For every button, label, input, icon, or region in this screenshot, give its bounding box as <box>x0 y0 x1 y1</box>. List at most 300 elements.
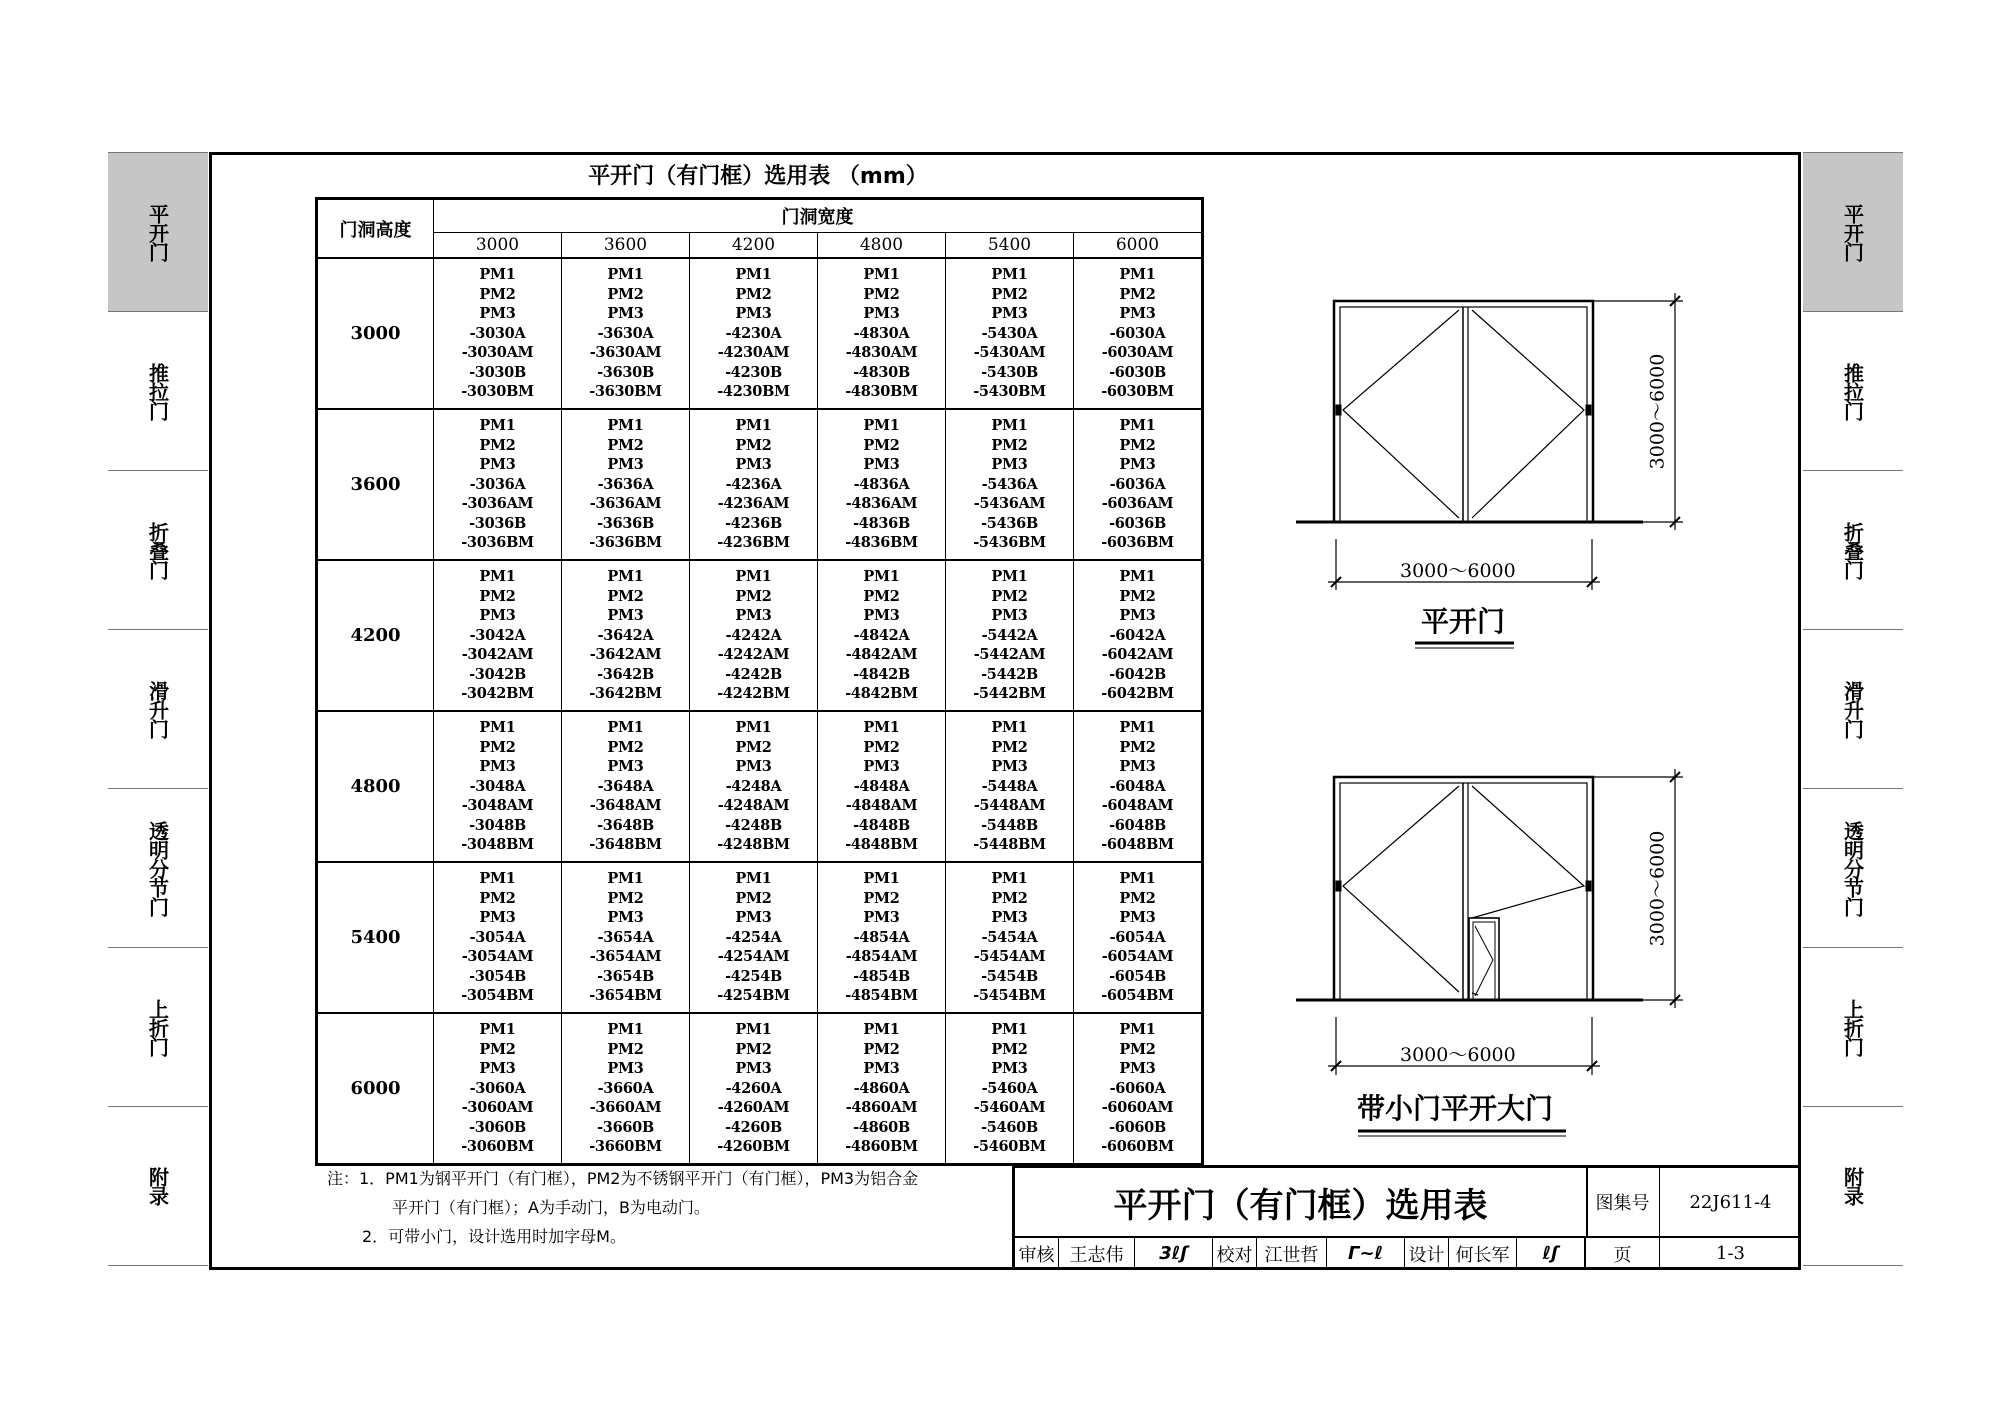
model-code: PM2 <box>735 587 772 605</box>
side-tab-label: 推拉门 <box>1840 362 1865 420</box>
side-tab-label: 推拉门 <box>145 362 170 420</box>
model-code: -6042A <box>1109 626 1166 644</box>
model-code: PM3 <box>479 1060 516 1078</box>
side-tab-label: 折叠门 <box>1840 521 1865 579</box>
model-code: -5448B <box>981 816 1038 834</box>
model-code: -3630B <box>597 363 654 381</box>
checker-name: 江世哲 <box>1257 1237 1327 1270</box>
model-code: -5436AM <box>973 495 1046 513</box>
model-code: -4248BM <box>717 836 790 854</box>
width-header: 5400 <box>946 233 1074 259</box>
model-code: PM3 <box>479 456 516 474</box>
model-code: PM3 <box>735 1060 772 1078</box>
model-code: PM2 <box>479 1040 516 1058</box>
model-code: -4236B <box>725 514 782 532</box>
height-header: 5400 <box>317 862 434 1013</box>
row-header: 门洞高度 <box>317 199 434 259</box>
model-code: -3648B <box>597 816 654 834</box>
model-code: PM3 <box>863 909 900 927</box>
model-code: PM3 <box>991 305 1028 323</box>
model-code: -3642BM <box>589 685 662 703</box>
model-code: PM2 <box>991 1040 1028 1058</box>
model-code: -4860BM <box>845 1138 918 1156</box>
model-code: -4230A <box>725 324 782 342</box>
model-code: -4248A <box>725 777 782 795</box>
model-code: -3048AM <box>461 797 534 815</box>
model-code: -4830B <box>853 363 910 381</box>
model-code: PM2 <box>863 889 900 907</box>
model-code: -6048A <box>1109 777 1166 795</box>
model-code: PM2 <box>863 436 900 454</box>
model-code: PM2 <box>735 285 772 303</box>
model-code: PM3 <box>607 456 644 474</box>
model-code: PM1 <box>479 719 516 737</box>
model-code: -3042A <box>469 626 526 644</box>
model-code: PM1 <box>735 870 772 888</box>
model-code: PM1 <box>607 719 644 737</box>
model-code: -5460AM <box>973 1099 1046 1117</box>
model-code: -5460A <box>981 1079 1038 1097</box>
model-code: -3660B <box>597 1118 654 1136</box>
height-header: 4200 <box>317 560 434 711</box>
model-code: PM2 <box>991 587 1028 605</box>
model-code: PM1 <box>1119 417 1156 435</box>
model-code: -3042AM <box>461 646 534 664</box>
model-code: PM3 <box>991 1060 1028 1078</box>
model-code: -3642A <box>597 626 654 644</box>
width-dim-1: 3000～6000 <box>1400 560 1516 582</box>
model-code: -3636B <box>597 514 654 532</box>
model-code: -3054B <box>469 967 526 985</box>
col-group-header: 门洞宽度 <box>434 199 1203 233</box>
title-block <box>1012 1165 1801 1270</box>
model-code: PM2 <box>479 587 516 605</box>
model-code: PM1 <box>479 417 516 435</box>
model-code: -5448A <box>981 777 1038 795</box>
model-code: -3642AM <box>589 646 662 664</box>
model-code: PM1 <box>607 568 644 586</box>
model-code: PM3 <box>479 607 516 625</box>
model-code: -5454B <box>981 967 1038 985</box>
model-code: PM1 <box>863 417 900 435</box>
model-code: -4236BM <box>717 534 790 552</box>
model-code: PM2 <box>479 889 516 907</box>
model-code: -3648BM <box>589 836 662 854</box>
model-code: PM3 <box>863 758 900 776</box>
model-code: -4848AM <box>845 797 918 815</box>
model-code: PM1 <box>863 1021 900 1039</box>
height-header: 3600 <box>317 409 434 560</box>
model-code: PM3 <box>607 607 644 625</box>
model-code: PM2 <box>991 738 1028 756</box>
model-code: -4836AM <box>845 495 918 513</box>
designer-name: 何长军 <box>1449 1237 1517 1270</box>
model-code: PM1 <box>863 719 900 737</box>
model-code: PM2 <box>991 889 1028 907</box>
model-code: PM2 <box>1119 436 1156 454</box>
model-code: -4242B <box>725 665 782 683</box>
model-code: -3060AM <box>461 1099 534 1117</box>
model-code: -3654AM <box>589 948 662 966</box>
model-code: PM3 <box>991 456 1028 474</box>
model-code: -4836B <box>853 514 910 532</box>
model-code: -6042AM <box>1101 646 1174 664</box>
wicket-door-elevation <box>1296 777 1643 1000</box>
model-code: -5448AM <box>973 797 1046 815</box>
model-code: -6048AM <box>1101 797 1174 815</box>
side-tab-label: 滑升门 <box>145 680 170 738</box>
model-code: -3054BM <box>461 987 534 1005</box>
model-code: -5442A <box>981 626 1038 644</box>
model-code: -6036AM <box>1101 495 1174 513</box>
model-code: -6060BM <box>1101 1138 1174 1156</box>
model-code: -5430B <box>981 363 1038 381</box>
model-code: PM3 <box>479 909 516 927</box>
model-code: -3030A <box>469 324 526 342</box>
model-code: -3036A <box>469 475 526 493</box>
height-dim-2: 3000～6000 <box>1646 830 1669 947</box>
model-code: -6048B <box>1109 816 1166 834</box>
side-tab-label: 平开门 <box>1840 203 1865 261</box>
model-code: PM1 <box>735 266 772 284</box>
model-code: -3054AM <box>461 948 534 966</box>
note-line-1: 注：1．PM1为钢平开门（有门框），PM2为不锈钢平开门（有门框），PM3为铝合金 <box>327 1169 919 1188</box>
model-code: -4254A <box>725 928 782 946</box>
model-code: PM1 <box>735 568 772 586</box>
model-code: PM1 <box>863 266 900 284</box>
model-code: -6036BM <box>1101 534 1174 552</box>
model-code: -3030BM <box>461 383 534 401</box>
model-code: -3636BM <box>589 534 662 552</box>
model-code: PM2 <box>607 738 644 756</box>
width-header: 6000 <box>1074 233 1203 259</box>
model-code: -4842B <box>853 665 910 683</box>
page-label: 页 <box>1586 1237 1660 1270</box>
model-code: PM1 <box>479 870 516 888</box>
model-code: PM3 <box>479 305 516 323</box>
model-code: -6030BM <box>1101 383 1174 401</box>
model-code: -4860B <box>853 1118 910 1136</box>
model-code: -5436A <box>981 475 1038 493</box>
model-code: -5430A <box>981 324 1038 342</box>
model-code: -6060AM <box>1101 1099 1174 1117</box>
width-dim-2: 3000～6000 <box>1400 1044 1516 1066</box>
height-header: 4800 <box>317 711 434 862</box>
model-code: -6060B <box>1109 1118 1166 1136</box>
height-header: 3000 <box>317 258 434 409</box>
model-code: -4860A <box>853 1079 910 1097</box>
model-code: PM3 <box>863 305 900 323</box>
model-code: -4260BM <box>717 1138 790 1156</box>
model-code: -5436BM <box>973 534 1046 552</box>
model-code: -5442AM <box>973 646 1046 664</box>
side-tab-label: 滑升门 <box>1840 680 1865 738</box>
model-code: -5460BM <box>973 1138 1046 1156</box>
model-code: -5448BM <box>973 836 1046 854</box>
model-code: -4260B <box>725 1118 782 1136</box>
model-code: PM1 <box>1119 1021 1156 1039</box>
model-code: -3630BM <box>589 383 662 401</box>
model-code: -3654A <box>597 928 654 946</box>
side-tab-label: 折叠门 <box>145 521 170 579</box>
model-code: PM2 <box>1119 1040 1156 1058</box>
model-code: PM3 <box>735 758 772 776</box>
model-code: PM3 <box>607 909 644 927</box>
model-code: PM1 <box>607 266 644 284</box>
model-code: PM3 <box>1119 758 1156 776</box>
model-code: PM1 <box>607 870 644 888</box>
model-code: -4242AM <box>717 646 790 664</box>
model-code: -3036AM <box>461 495 534 513</box>
model-code: PM2 <box>735 436 772 454</box>
side-tab-label: 透明分节门 <box>145 820 170 916</box>
model-code: -4242BM <box>717 685 790 703</box>
model-code: PM1 <box>1119 568 1156 586</box>
model-code: -6030A <box>1109 324 1166 342</box>
model-code: -6030AM <box>1101 344 1174 362</box>
side-tab-label: 附录 <box>1840 1167 1865 1205</box>
model-code: PM3 <box>1119 456 1156 474</box>
model-code: PM2 <box>607 285 644 303</box>
model-code: -4248AM <box>717 797 790 815</box>
model-code: -5460B <box>981 1118 1038 1136</box>
model-code: -5430BM <box>973 383 1046 401</box>
model-code: -3036BM <box>461 534 534 552</box>
side-tab-label: 附录 <box>145 1167 170 1205</box>
model-code: -4830BM <box>845 383 918 401</box>
swing-door-elevation <box>1296 301 1643 522</box>
model-code: PM2 <box>1119 285 1156 303</box>
model-code: -4830A <box>853 324 910 342</box>
model-code: PM1 <box>1119 870 1156 888</box>
model-code: -6054BM <box>1101 987 1174 1005</box>
model-code: -6054B <box>1109 967 1166 985</box>
model-code: PM1 <box>735 1021 772 1039</box>
model-code: -3660A <box>597 1079 654 1097</box>
atlas-number: 22J611-4 <box>1689 1191 1772 1213</box>
side-tab-label: 平开门 <box>145 203 170 261</box>
model-code: PM3 <box>607 1060 644 1078</box>
width-header: 4200 <box>690 233 818 259</box>
model-code: -5430AM <box>973 344 1046 362</box>
model-code: -3060B <box>469 1118 526 1136</box>
atlas-label: 图集号 <box>1586 1168 1660 1236</box>
model-code: -3060BM <box>461 1138 534 1156</box>
model-code: PM2 <box>479 285 516 303</box>
designer-signature: ℓʃ <box>1517 1237 1586 1270</box>
model-code: -4854BM <box>845 987 918 1005</box>
model-code: PM3 <box>991 909 1028 927</box>
model-code: PM2 <box>863 285 900 303</box>
model-code: PM3 <box>1119 607 1156 625</box>
model-code: -3630A <box>597 324 654 342</box>
width-header: 3000 <box>434 233 562 259</box>
model-code: -4254B <box>725 967 782 985</box>
model-code: -4230AM <box>717 344 790 362</box>
reviewer-name: 王志伟 <box>1059 1237 1135 1270</box>
model-code: -4854AM <box>845 948 918 966</box>
model-code: PM3 <box>735 305 772 323</box>
model-code: -4830AM <box>845 344 918 362</box>
model-code: -4848B <box>853 816 910 834</box>
model-code: -4242A <box>725 626 782 644</box>
model-code: -3654BM <box>589 987 662 1005</box>
note-line-3: 2．可带小门，设计选用时加字母M。 <box>362 1227 626 1246</box>
model-code: PM1 <box>479 568 516 586</box>
model-code: PM3 <box>863 607 900 625</box>
model-code: PM3 <box>735 607 772 625</box>
model-code: PM2 <box>863 587 900 605</box>
model-code: -3048A <box>469 777 526 795</box>
drawing-label-1: 平开门 <box>1421 605 1506 638</box>
checker-signature: Γ~ℓ <box>1327 1237 1405 1270</box>
model-code: -4230B <box>725 363 782 381</box>
model-code: PM1 <box>991 870 1028 888</box>
table-title: 平开门（有门框）选用表 （mm） <box>588 164 928 189</box>
model-code: PM2 <box>991 436 1028 454</box>
model-code: PM1 <box>1119 719 1156 737</box>
model-code: -6036A <box>1109 475 1166 493</box>
model-code: -4842AM <box>845 646 918 664</box>
model-code: -4836BM <box>845 534 918 552</box>
model-code: -3042BM <box>461 685 534 703</box>
model-code: -3630AM <box>589 344 662 362</box>
model-code: PM1 <box>1119 266 1156 284</box>
model-code: PM2 <box>1119 587 1156 605</box>
model-code: -4254AM <box>717 948 790 966</box>
model-code: PM3 <box>607 758 644 776</box>
model-code: -4236A <box>725 475 782 493</box>
width-header: 3600 <box>562 233 690 259</box>
model-code: -3648A <box>597 777 654 795</box>
model-code: PM1 <box>991 1021 1028 1039</box>
model-code: PM2 <box>735 738 772 756</box>
model-code: -4860AM <box>845 1099 918 1117</box>
model-code: PM1 <box>735 719 772 737</box>
model-code: -4260A <box>725 1079 782 1097</box>
model-code: -5436B <box>981 514 1038 532</box>
model-code: PM2 <box>735 889 772 907</box>
side-tab-label: 上折门 <box>1840 998 1865 1056</box>
model-code: PM1 <box>991 719 1028 737</box>
model-code: -4842BM <box>845 685 918 703</box>
model-code: -6048BM <box>1101 836 1174 854</box>
model-code: -4842A <box>853 626 910 644</box>
side-tab-label: 上折门 <box>145 998 170 1056</box>
model-code: -5442BM <box>973 685 1046 703</box>
model-code: -5454BM <box>973 987 1046 1005</box>
side-tab-label: 透明分节门 <box>1840 820 1865 916</box>
model-code: PM3 <box>479 758 516 776</box>
model-code: PM2 <box>479 738 516 756</box>
model-code: PM1 <box>479 1021 516 1039</box>
model-code: PM3 <box>735 456 772 474</box>
model-code: -4260AM <box>717 1099 790 1117</box>
model-code: -3048B <box>469 816 526 834</box>
model-code: -4230BM <box>717 383 790 401</box>
model-code: PM2 <box>735 1040 772 1058</box>
model-code: -5442B <box>981 665 1038 683</box>
model-code: -3060A <box>469 1079 526 1097</box>
model-code: -3054A <box>469 928 526 946</box>
model-code: -6054AM <box>1101 948 1174 966</box>
model-code: -3636A <box>597 475 654 493</box>
model-code: -6030B <box>1109 363 1166 381</box>
reviewer-signature: 3ℓʃ <box>1135 1237 1213 1270</box>
model-code: PM2 <box>607 587 644 605</box>
model-code: PM2 <box>991 285 1028 303</box>
dim-lines-2 <box>1328 769 1683 1075</box>
width-header: 4800 <box>818 233 946 259</box>
drawing-label-2: 带小门平开大门 <box>1357 1092 1554 1125</box>
model-code: -3660BM <box>589 1138 662 1156</box>
model-code: -3030AM <box>461 344 534 362</box>
model-code: -5454AM <box>973 948 1046 966</box>
model-code: -3042B <box>469 665 526 683</box>
review-label: 审核 <box>1015 1237 1059 1270</box>
model-code: PM1 <box>607 417 644 435</box>
model-code: -3030B <box>469 363 526 381</box>
design-label: 设计 <box>1405 1237 1449 1270</box>
model-code: -3048BM <box>461 836 534 854</box>
height-dim-1: 3000～6000 <box>1646 353 1669 470</box>
model-code: PM2 <box>607 889 644 907</box>
check-label: 校对 <box>1213 1237 1257 1270</box>
model-code: PM3 <box>735 909 772 927</box>
model-code: PM2 <box>607 436 644 454</box>
model-code: PM3 <box>607 305 644 323</box>
model-code: -3642B <box>597 665 654 683</box>
model-code: PM2 <box>1119 738 1156 756</box>
model-code: -3660AM <box>589 1099 662 1117</box>
model-code: PM1 <box>991 417 1028 435</box>
model-code: -6036B <box>1109 514 1166 532</box>
model-code: -3654B <box>597 967 654 985</box>
model-code: -4254BM <box>717 987 790 1005</box>
model-code: -3636AM <box>589 495 662 513</box>
height-header: 6000 <box>317 1013 434 1165</box>
model-code: -4248B <box>725 816 782 834</box>
model-code: -4848BM <box>845 836 918 854</box>
page-number: 1-3 <box>1716 1243 1745 1264</box>
note-line-2: 平开门（有门框）；A为手动门，B为电动门。 <box>392 1198 710 1217</box>
dim-lines-1 <box>1328 293 1683 590</box>
model-code: -4836A <box>853 475 910 493</box>
model-code: PM1 <box>863 870 900 888</box>
model-code: -4854A <box>853 928 910 946</box>
model-code: -4236AM <box>717 495 790 513</box>
model-code: -5454A <box>981 928 1038 946</box>
model-code: PM3 <box>1119 909 1156 927</box>
model-code: PM1 <box>479 266 516 284</box>
model-code: PM1 <box>607 1021 644 1039</box>
model-code: -4854B <box>853 967 910 985</box>
model-code: -4848A <box>853 777 910 795</box>
model-code: -6054A <box>1109 928 1166 946</box>
model-code: PM2 <box>863 1040 900 1058</box>
model-code: PM2 <box>1119 889 1156 907</box>
model-code: -6060A <box>1109 1079 1166 1097</box>
model-code: PM1 <box>735 417 772 435</box>
model-code: PM1 <box>863 568 900 586</box>
model-code: PM2 <box>607 1040 644 1058</box>
model-code: PM1 <box>991 568 1028 586</box>
model-code: -6042B <box>1109 665 1166 683</box>
model-code: PM3 <box>863 1060 900 1078</box>
model-code: PM2 <box>479 436 516 454</box>
model-code: PM3 <box>1119 1060 1156 1078</box>
model-code: PM3 <box>991 607 1028 625</box>
